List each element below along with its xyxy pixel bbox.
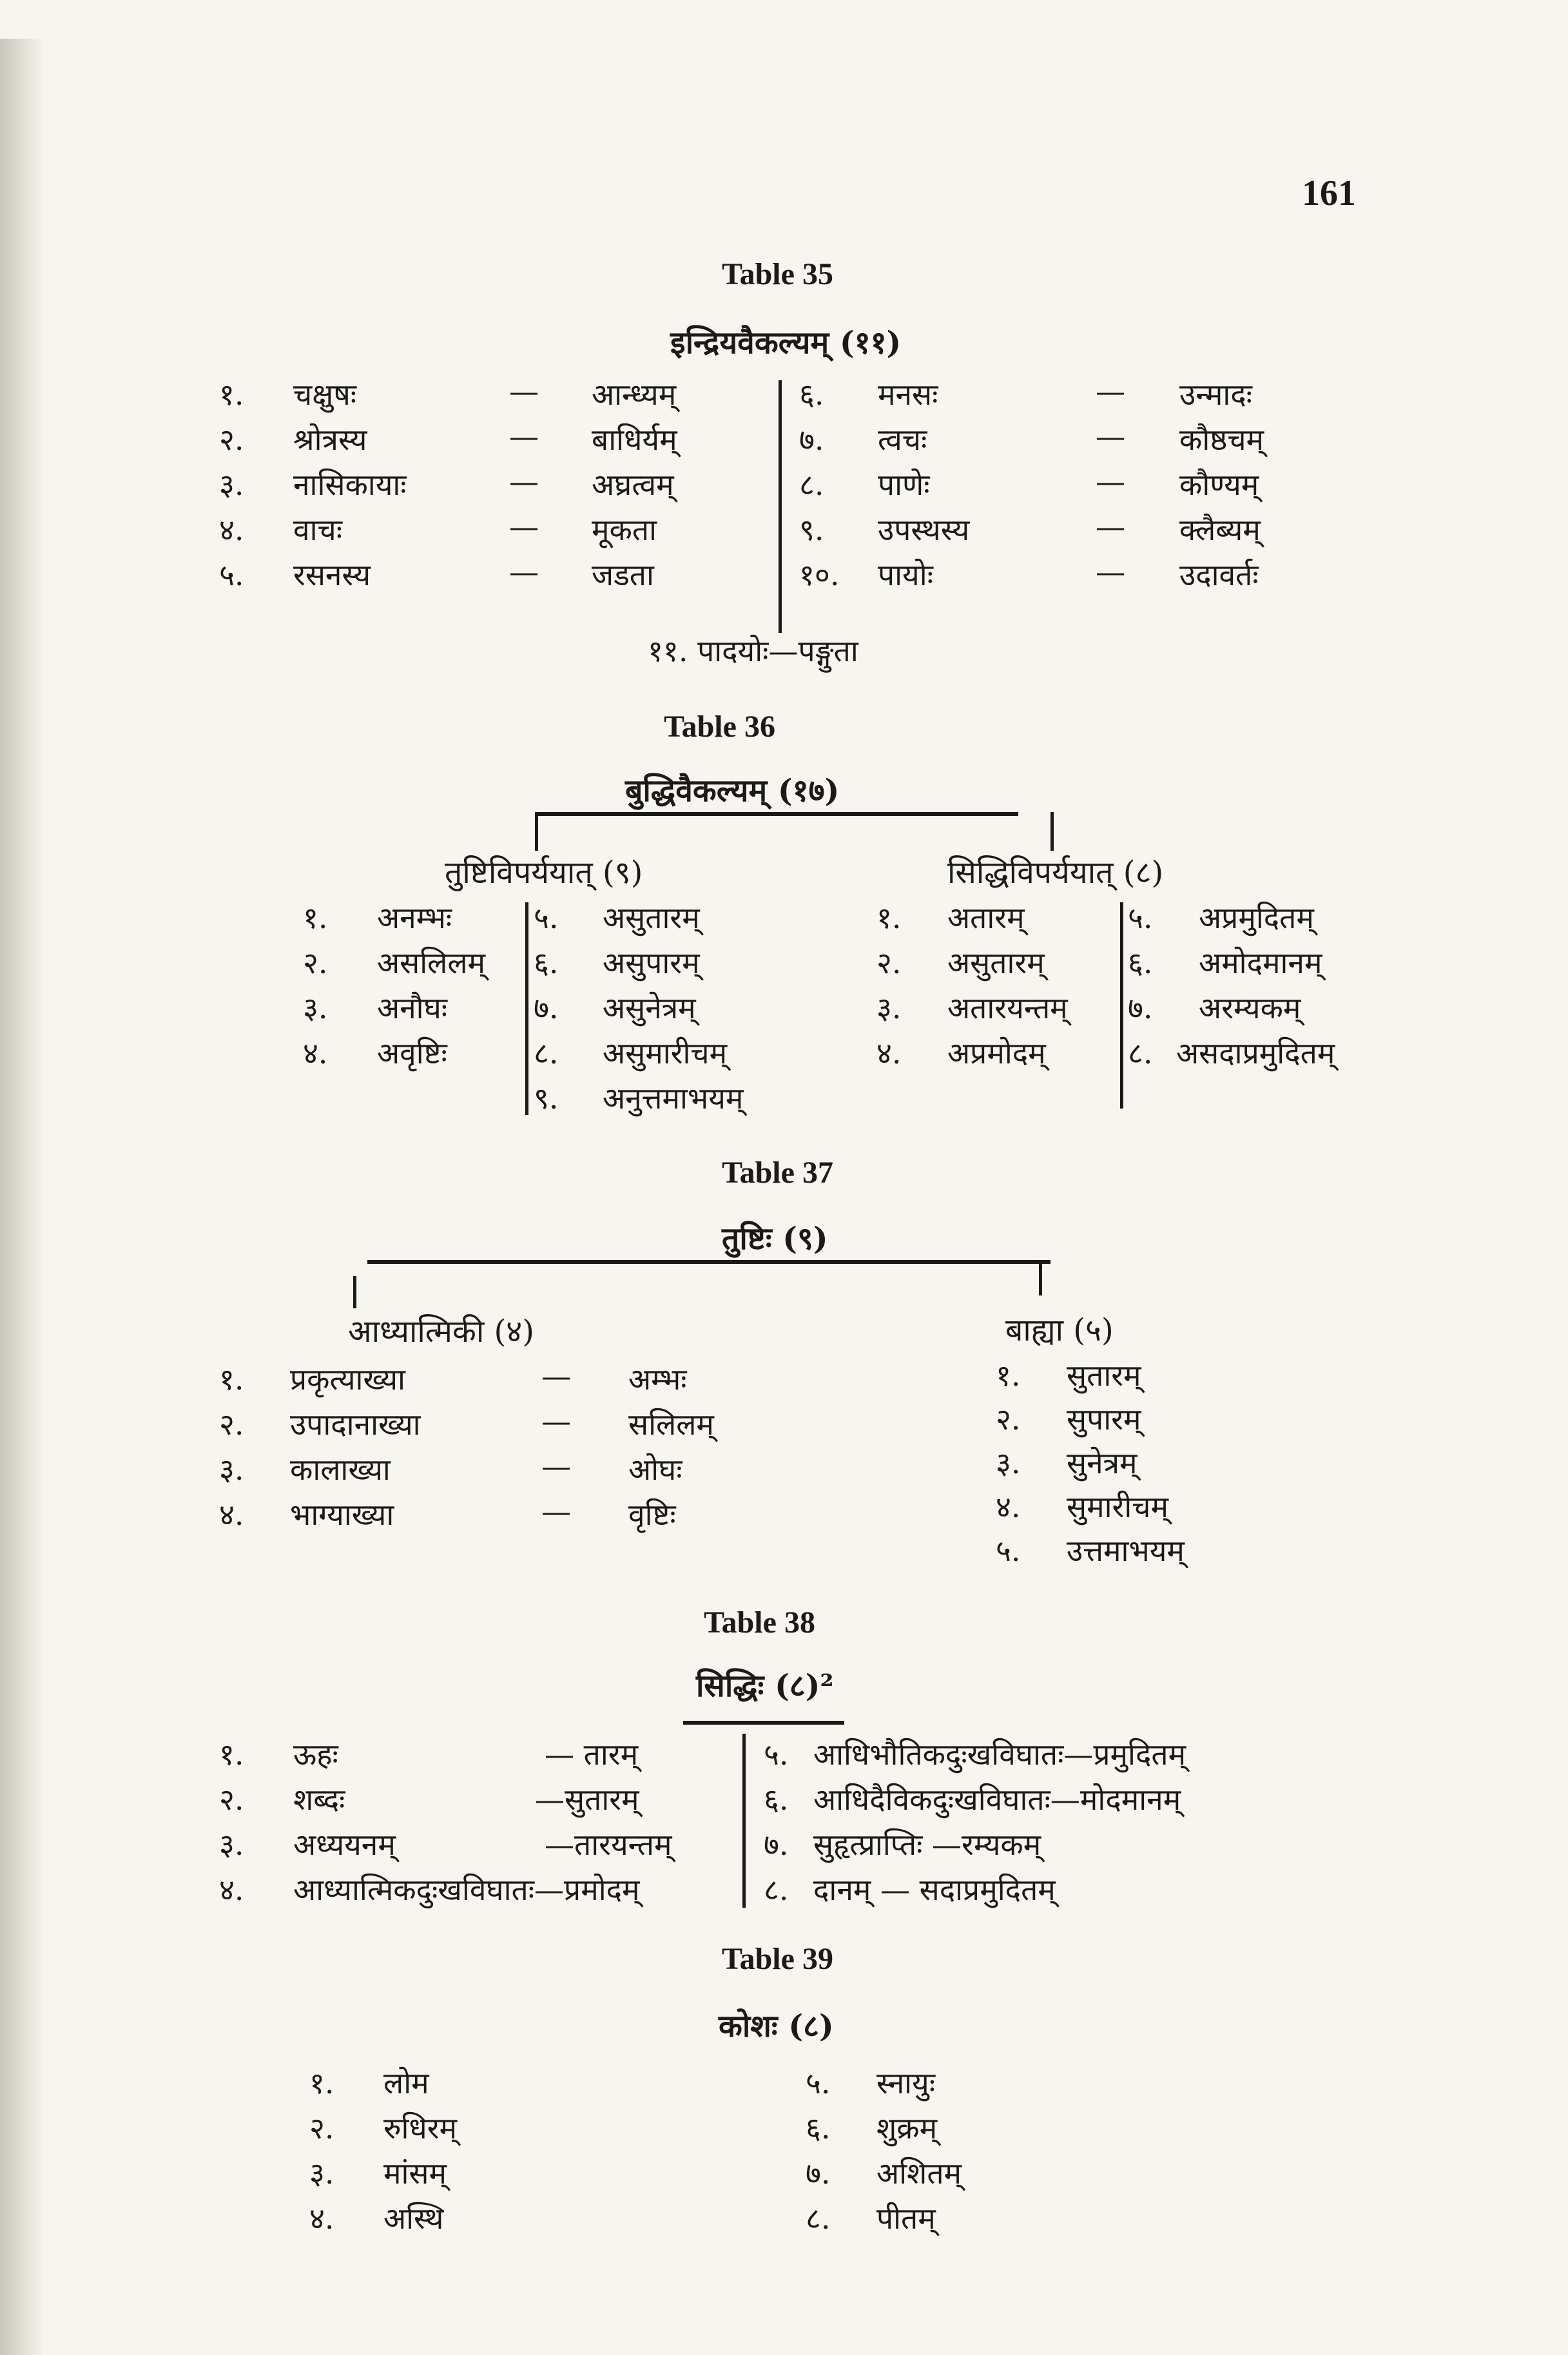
item-number: ६. <box>806 2111 831 2146</box>
item-dash: — <box>509 554 539 589</box>
table-36-left-subheading: तुष्टिविपर्ययात् (९) <box>445 855 643 891</box>
item-number: ८. <box>806 2201 831 2236</box>
item-number: १. <box>309 2066 334 2100</box>
item-value: अतारम् <box>947 900 1025 935</box>
item-value: रुधिरम् <box>383 2111 458 2146</box>
item-dash: — <box>1096 554 1125 589</box>
item-value: उन्मादः <box>1179 377 1252 412</box>
table-36-title: Table 36 <box>664 710 775 744</box>
item-value: वृष्टिः <box>628 1497 676 1532</box>
item-value: असुमारीचम् <box>603 1036 728 1071</box>
item-number: २. <box>876 945 902 980</box>
table-37-branch-left <box>353 1276 356 1308</box>
item-term: चक्षुषः <box>293 377 357 412</box>
item-number: ३. <box>996 1446 1021 1480</box>
item-number: ७. <box>799 422 824 457</box>
item-dash: — <box>541 1359 571 1393</box>
item-value: असुतारम् <box>947 945 1045 980</box>
item-number: २. <box>309 2111 334 2146</box>
table-39-heading: कोशः (८) <box>719 2008 834 2044</box>
table-38-heading: सिद्धिः (८)² <box>696 1668 834 1704</box>
item-number: ८. <box>534 1036 559 1071</box>
item-value: अप्रमुदितम् <box>1199 900 1314 935</box>
table-36-branch-left <box>535 812 538 851</box>
item-number: १. <box>219 1362 244 1397</box>
table-38-divider <box>742 1734 746 1908</box>
item-dash: — <box>541 1404 571 1439</box>
item-dash: — <box>509 374 539 409</box>
item-value: सुतारम् <box>1067 1358 1141 1393</box>
item-value: दानम् — सदाप्रमुदितम् <box>813 1872 1056 1907</box>
item-value: सुहृत्प्राप्तिः —रम्यकम् <box>813 1827 1041 1862</box>
item-value: अनुत्तमाभयम् <box>603 1081 744 1116</box>
table-36-branch-bar <box>535 812 1018 816</box>
item-value: बाधिर्यम् <box>592 422 677 457</box>
table-37-branch-bar <box>367 1260 1050 1264</box>
table-36-left-divider <box>525 902 528 1115</box>
item-number: ४. <box>219 1872 244 1907</box>
table-37-left-subheading: आध्यात्मिकी (४) <box>348 1313 534 1350</box>
item-number: १. <box>219 377 244 412</box>
item-number: ३. <box>219 1827 244 1862</box>
item-dash: — <box>541 1449 571 1484</box>
item-term: प्रकृत्याख्या <box>290 1362 405 1397</box>
item-value: लोम <box>383 2066 429 2100</box>
item-dash: — <box>541 1494 571 1529</box>
item-value: असुनेत्रम् <box>603 991 696 1025</box>
item-number: ४. <box>996 1489 1021 1524</box>
item-number: १०. <box>799 557 840 592</box>
item-value: आन्ध्यम् <box>592 377 677 412</box>
item-value: सुमारीचम् <box>1067 1489 1168 1524</box>
table-37-heading: तुष्टिः (९) <box>722 1221 828 1257</box>
item-value: क्लैब्यम् <box>1179 512 1261 547</box>
item-number: १. <box>996 1358 1021 1393</box>
item-number: २. <box>996 1402 1021 1437</box>
item-value: सुनेत्रम् <box>1067 1446 1137 1480</box>
item-number: ५. <box>219 557 244 592</box>
item-number: २. <box>219 1782 244 1817</box>
item-dash: — <box>509 464 539 499</box>
item-number: ७. <box>806 2156 831 2191</box>
item-term: त्वचः <box>878 422 927 457</box>
item-number: १. <box>303 900 328 935</box>
item-value: —तारयन्तम् <box>545 1827 672 1862</box>
item-value: मूकता <box>592 512 657 547</box>
item-value: — तारम् <box>545 1737 639 1772</box>
table-35-heading: इन्द्रियवैकल्यम् (११) <box>670 325 902 361</box>
item-number: ५. <box>534 900 559 935</box>
item-number: ४. <box>219 1497 244 1532</box>
item-number: ८. <box>764 1872 789 1907</box>
item-number: १. <box>876 900 902 935</box>
item-value: सुपारम् <box>1067 1402 1141 1437</box>
binding-shadow <box>0 39 45 2355</box>
item-value: —सुतारम् <box>535 1782 639 1817</box>
item-number: ९. <box>534 1081 559 1116</box>
item-number: ३. <box>219 467 244 502</box>
item-term: पायोः <box>878 557 933 592</box>
item-number: ७. <box>534 991 559 1025</box>
item-number: ३. <box>303 991 328 1025</box>
item-number: ५. <box>764 1737 789 1772</box>
item-value: अघ्रत्वम् <box>592 467 674 502</box>
item-dash: — <box>1096 464 1125 499</box>
item-value: अवृष्टिः <box>377 1036 447 1071</box>
table-36-right-subheading: सिद्धिविपर्ययात् (८) <box>947 855 1164 891</box>
item-value: सलिलम् <box>628 1407 714 1442</box>
item-term: उपादानाख्या <box>290 1407 421 1442</box>
item-number: ८. <box>1128 1036 1153 1071</box>
item-number: ७. <box>764 1827 789 1862</box>
item-dash: — <box>509 419 539 454</box>
item-number: ४. <box>876 1036 902 1071</box>
item-value: उदावर्तः <box>1179 557 1259 592</box>
item-number: ६. <box>1128 945 1153 980</box>
item-number: ७. <box>1128 991 1153 1025</box>
item-term: मनसः <box>878 377 938 412</box>
item-term: श्रोत्रस्य <box>293 422 367 457</box>
table-35-title: Table 35 <box>722 257 833 291</box>
table-36-branch-right <box>1050 812 1054 851</box>
item-number: ५. <box>806 2066 831 2100</box>
table-36-right-divider <box>1120 902 1123 1109</box>
item-value: शुक्रम् <box>876 2111 938 2146</box>
item-value: मांसम् <box>383 2156 447 2191</box>
item-number: ६. <box>764 1782 789 1817</box>
item-number: ५. <box>1128 900 1153 935</box>
item-value: कौण्यम् <box>1179 467 1259 502</box>
table-35-footer-item: ११. पादयोः—पङ्गुता <box>648 634 858 668</box>
item-number: ३. <box>309 2156 334 2191</box>
item-value: पीतम् <box>876 2201 936 2236</box>
item-value: असुपारम् <box>603 945 700 980</box>
table-39-title: Table 39 <box>722 1942 833 1976</box>
item-value: अप्रमोदम् <box>947 1036 1046 1071</box>
item-number: ३. <box>219 1452 244 1487</box>
item-number: २. <box>219 1407 244 1442</box>
item-term: अध्ययनम् <box>293 1827 396 1862</box>
item-dash: — <box>1096 509 1125 544</box>
table-35-divider <box>779 380 782 633</box>
item-number: ८. <box>799 467 824 502</box>
item-term: ऊहः <box>293 1737 338 1772</box>
item-value: अरम्यकम् <box>1199 991 1301 1025</box>
item-value: ओघः <box>628 1452 682 1487</box>
page-number: 161 <box>1302 173 1356 213</box>
table-37-right-subheading: बाह्या (५) <box>1005 1312 1114 1348</box>
item-dash: — <box>509 509 539 544</box>
item-term: रसनस्य <box>293 557 371 592</box>
item-term: पाणेः <box>878 467 930 502</box>
item-term: शब्दः <box>293 1782 345 1817</box>
table-37-branch-right <box>1039 1263 1042 1295</box>
item-value: अस्थि <box>383 2201 444 2236</box>
item-value: कौष्ठचम् <box>1179 422 1264 457</box>
item-dash: — <box>1096 419 1125 454</box>
item-value: अतारयन्तम् <box>947 991 1068 1025</box>
item-value: स्नायुः <box>876 2066 935 2100</box>
item-value: उत्तमाभयम् <box>1067 1533 1185 1568</box>
item-number: ५. <box>996 1533 1021 1568</box>
table-38-heading-bar <box>683 1721 844 1725</box>
item-value: जडता <box>592 557 654 592</box>
item-value: असुतारम् <box>603 900 700 935</box>
item-term: नासिकायाः <box>293 467 407 502</box>
item-number: ४. <box>219 512 244 547</box>
item-value: असलिलम् <box>377 945 486 980</box>
item-dash: — <box>1096 374 1125 409</box>
item-value: अम्भः <box>628 1362 687 1397</box>
item-value: अनौघः <box>377 991 448 1025</box>
item-number: ९. <box>799 512 824 547</box>
item-value: अमोदमानम् <box>1199 945 1322 980</box>
item-term: उपस्थस्य <box>878 512 970 547</box>
item-term: वाचः <box>293 512 342 547</box>
item-number: ६. <box>799 377 824 412</box>
item-number: ३. <box>876 991 902 1025</box>
item-number: १. <box>219 1737 244 1772</box>
item-number: ४. <box>303 1036 328 1071</box>
item-number: ४. <box>309 2201 334 2236</box>
item-term: कालाख्या <box>290 1452 391 1487</box>
item-number: २. <box>303 945 328 980</box>
item-value: आधिदैविकदुःखविघातः—मोदमानम् <box>813 1782 1181 1817</box>
table-37-title: Table 37 <box>722 1156 833 1190</box>
table-38-title: Table 38 <box>704 1605 815 1640</box>
item-term: आध्यात्मिकदुःखविघातः—प्रमोदम् <box>293 1872 640 1907</box>
item-value: असदाप्रमुदितम् <box>1176 1036 1335 1071</box>
item-number: ६. <box>534 945 559 980</box>
item-number: २. <box>219 422 244 457</box>
item-value: अनम्भः <box>377 900 452 935</box>
table-36-heading: बुद्धिवैकल्यम् (१७) <box>625 773 840 809</box>
item-term: भाग्याख्या <box>290 1497 394 1532</box>
item-value: आधिभौतिकदुःखविघातः—प्रमुदितम् <box>813 1737 1186 1772</box>
item-value: अशितम् <box>876 2156 962 2191</box>
